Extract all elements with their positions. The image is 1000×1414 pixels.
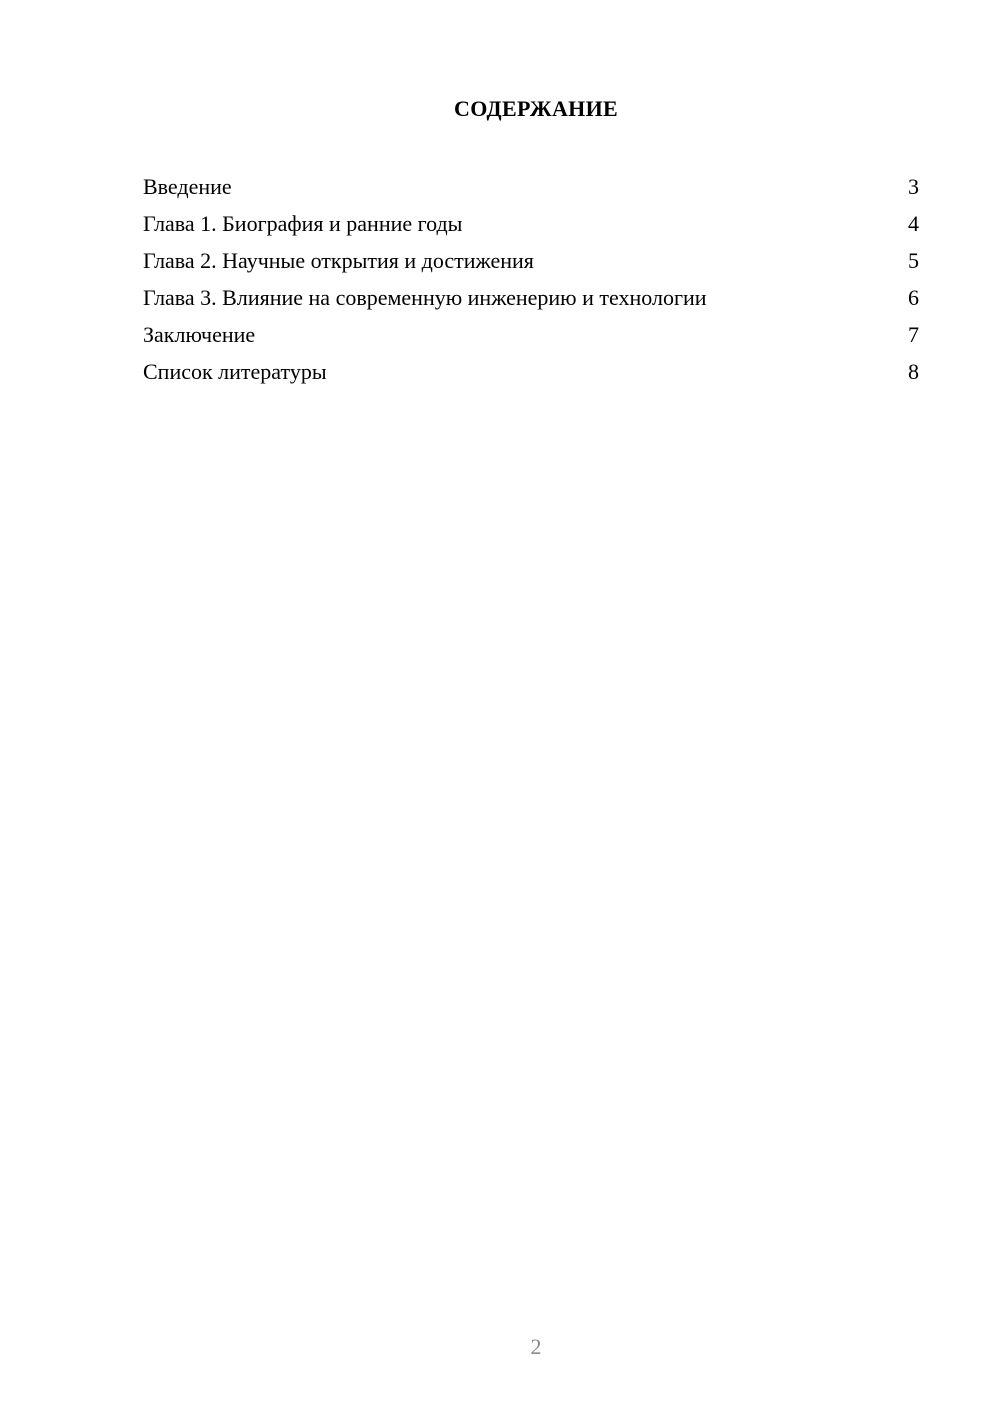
toc-entry-page-number: 8	[908, 359, 919, 384]
toc-entry-page-number: 7	[908, 322, 919, 347]
toc-entry-title: Заключение	[143, 322, 256, 347]
toc-entry-title: Глава 1. Биография и ранние годы	[143, 211, 463, 236]
toc-entry-title: Глава 3. Влияние на современную инженерию и технологии	[143, 285, 707, 310]
toc-entry-page-number: 3	[908, 174, 919, 199]
toc-entry-title: Глава 2. Научные открытия и достижения	[143, 248, 534, 273]
toc-entry[interactable]	[143, 205, 919, 242]
toc-entry-page-number: 4	[908, 211, 919, 236]
page-number: 2	[530, 1334, 542, 1359]
toc-entry[interactable]	[143, 242, 919, 279]
toc-entry[interactable]	[143, 279, 919, 316]
toc-entry[interactable]	[143, 353, 919, 390]
toc-entry-page-number: 5	[908, 248, 919, 273]
table-of-contents	[143, 168, 919, 390]
toc-entry-page-number: 6	[908, 285, 919, 310]
toc-entry-title: Список литературы	[143, 359, 327, 384]
page-title: СОДЕРЖАНИЕ	[454, 96, 618, 121]
toc-entry[interactable]	[143, 316, 919, 353]
toc-entry-title: Введение	[143, 174, 232, 199]
toc-entry[interactable]	[143, 168, 919, 205]
